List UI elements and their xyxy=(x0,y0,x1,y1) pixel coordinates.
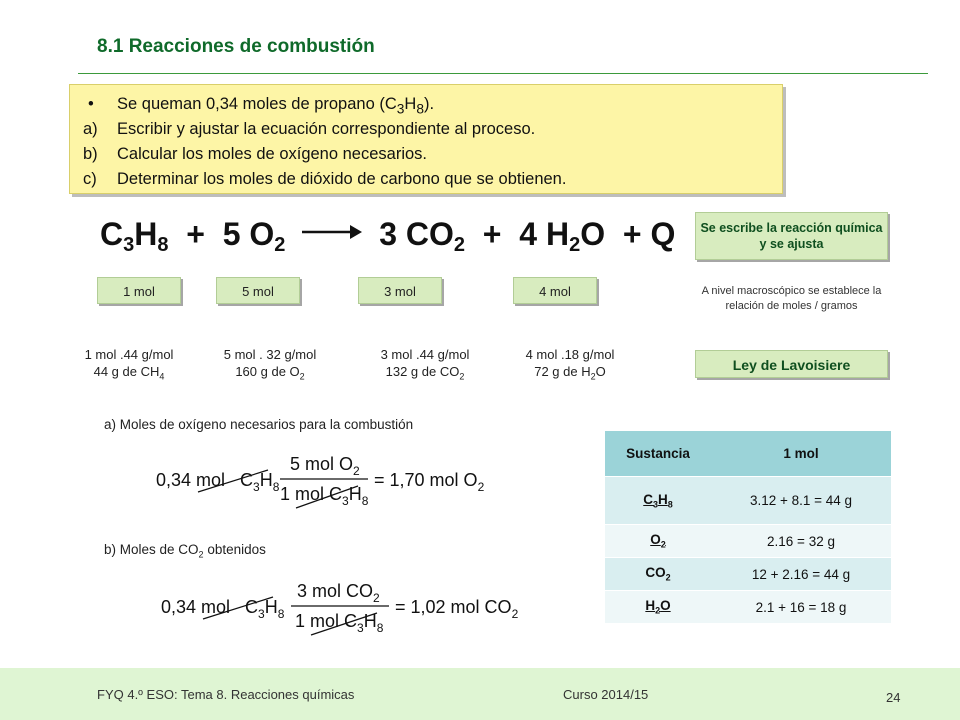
problem-box: • Se queman 0,34 moles de propano $(C_3H_8)$. a) Escribir y ajustar la ecuación correspondiente al proceso. b) Calcular los moles de oxígeno necesarios. c) Determinar los moles de dióxido de carbono que se obtienen. xyxy=(69,84,783,194)
calc-b-numerator: 3 mol $CO_2$ xyxy=(297,581,380,605)
calc-b-result: = 1,02 mol $CO_2$ xyxy=(395,597,519,621)
value-cell: 3.12 + 8.1 = 44 g xyxy=(711,477,891,525)
lavoisier-law-label: Ley de Lavoisiere xyxy=(695,350,888,378)
calc-a-species: $C_3H_8$ xyxy=(240,470,280,494)
value-cell: 12 + 2.16 = 44 g xyxy=(711,558,891,591)
mass-propane: 1 mol .44 g/mol 44 g de $CH_4$ xyxy=(84,347,174,382)
calc-a-result: = 1,70 mol $O_2$ xyxy=(374,470,485,494)
value-cell: 2.1 + 16 = 18 g xyxy=(711,591,891,624)
substance-cell: $C_3H_8$ xyxy=(605,477,711,525)
substance-cell: $O_2$ xyxy=(605,525,711,558)
mol-box-water: 4 mol xyxy=(513,277,597,304)
calc-b-lhs: 0,34 mol xyxy=(161,597,231,617)
calc-a-denominator: 1 mol $C_3H_8$ xyxy=(280,484,369,508)
reaction-arrow-icon xyxy=(300,220,364,244)
table-row xyxy=(605,525,891,558)
mass-co2: 3 mol .44 g/mol 132 g de $CO_2$ xyxy=(380,347,470,382)
mol-box-co2: 3 mol xyxy=(358,277,442,304)
mass-oxygen: 5 mol . 32 g/mol 160 g de $O_2$ xyxy=(223,347,317,382)
page-number: 24 xyxy=(886,690,901,705)
chemical-equation: $C_3H_8 + 5$ $O_2$ 3 $CO_2 + 4$ $H_2O + Q$ xyxy=(100,216,676,256)
substance-cell: $H_2O$ xyxy=(605,591,711,624)
macro-note: A nivel macroscópico se establece la relación de moles / gramos xyxy=(701,285,882,312)
bullet-marker: • xyxy=(88,95,94,113)
substance-cell: $CO_2$ xyxy=(605,558,711,591)
table-row xyxy=(605,477,891,525)
table-row xyxy=(605,591,891,624)
part-b-label: b) Moles de $CO_2$ obtenidos xyxy=(104,542,266,560)
mass-water: 4 mol .18 g/mol 72 g de $H_2O$ xyxy=(525,347,615,382)
value-cell: 2.16 = 32 g xyxy=(711,525,891,558)
footer-course-title: FYQ 4.º ESO: Tema 8. Reacciones químicas xyxy=(97,687,355,702)
mol-box-propane: 1 mol xyxy=(97,277,181,304)
mol-box-oxygen: 5 mol xyxy=(216,277,300,304)
calc-a-numerator: 5 mol $O_2$ xyxy=(290,454,360,478)
oxygen-calculation xyxy=(150,448,490,512)
substance-table xyxy=(605,430,891,623)
slide-title: 8.1 Reacciones de combustión xyxy=(97,36,375,57)
table-header-substance: Sustancia xyxy=(605,431,711,477)
calc-b-species: $C_3H_8$ xyxy=(245,597,285,621)
calc-a-lhs: 0,34 mol xyxy=(156,470,226,490)
calc-b-denominator: 1 mol $C_3H_8$ xyxy=(295,611,384,635)
table-header-row xyxy=(605,431,891,477)
title-divider xyxy=(78,73,928,74)
part-a-label: a) Moles de oxígeno necesarios para la combustión xyxy=(104,417,414,432)
footer-year: Curso 2014/15 xyxy=(563,687,649,702)
co2-calculation xyxy=(155,577,535,641)
adjust-note: Se escribe la reacción química y se ajusta xyxy=(695,212,888,260)
table-header-mol: 1 mol xyxy=(711,431,891,477)
table-row xyxy=(605,558,891,591)
